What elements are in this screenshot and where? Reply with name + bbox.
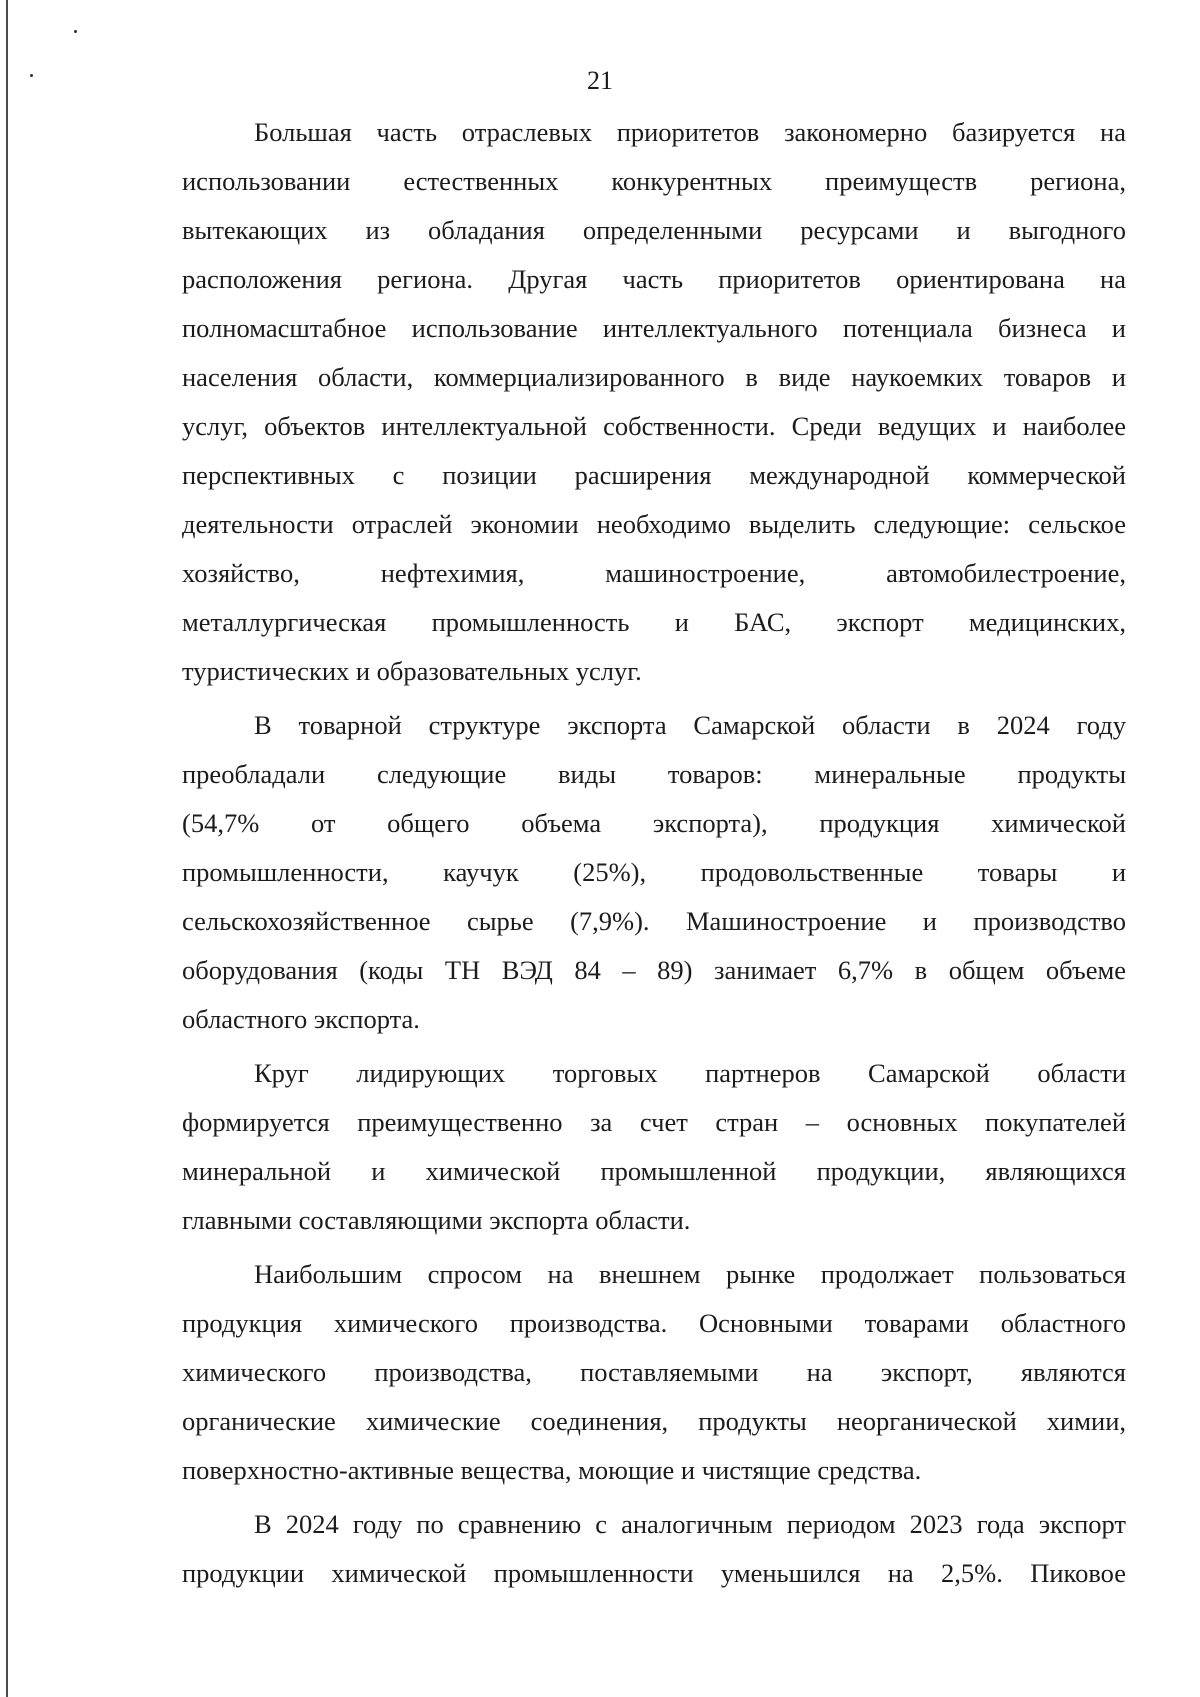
text-line: сельскохозяйственное сырье (7,9%). Машиностроение и производство — [182, 906, 1126, 936]
scan-speck — [74, 30, 77, 33]
text-line: (54,7% от общего объема экспорта), продукция химической — [182, 808, 1126, 838]
paragraph — [182, 1250, 1126, 1495]
text-line: населения области, коммерциализированного в виде наукоемких товаров и — [182, 362, 1126, 392]
text-line: Круг лидирующих торговых партнеров Самарской области — [254, 1058, 1126, 1088]
paragraph — [182, 1500, 1126, 1598]
text-line: химического производства, поставляемыми на экспорт, являются — [182, 1357, 1126, 1387]
text-line: туристических и образовательных услуг. — [182, 656, 642, 686]
text-line: Наибольшим спросом на внешнем рынке продолжает пользоваться — [254, 1259, 1126, 1289]
text-line: вытекающих из обладания определенными ресурсами и выгодного — [182, 215, 1126, 245]
paragraph — [182, 701, 1126, 1044]
text-line: продукции химической промышленности уменьшился на 2,5%. Пиковое — [182, 1558, 1126, 1588]
text-line: поверхностно-активные вещества, моющие и чистящие средства. — [182, 1455, 922, 1485]
text-line: В товарной структуре экспорта Самарской области в 2024 году — [254, 710, 1126, 740]
text-line: преобладали следующие виды товаров: минеральные продукты — [182, 759, 1126, 789]
text-line: главными составляющими экспорта области. — [182, 1205, 691, 1235]
text-line: использовании естественных конкурентных преимуществ региона, — [182, 166, 1126, 196]
text-line: деятельности отраслей экономии необходимо выделить следующие: сельское — [182, 509, 1126, 539]
text-line: В 2024 году по сравнению с аналогичным периодом 2023 года экспорт — [254, 1509, 1126, 1539]
paragraph — [182, 108, 1126, 696]
text-line: хозяйство, нефтехимия, машиностроение, автомобилестроение, — [182, 558, 1126, 588]
paragraph — [182, 1049, 1126, 1245]
text-line: продукция химического производства. Основными товарами областного — [182, 1308, 1126, 1338]
text-line: формируется преимущественно за счет стран – основных покупателей — [182, 1107, 1126, 1137]
text-line: расположения региона. Другая часть приоритетов ориентирована на — [182, 264, 1126, 294]
text-line: Большая часть отраслевых приоритетов закономерно базируется на — [254, 117, 1126, 147]
text-line: услуг, объектов интеллектуальной собственности. Среди ведущих и наиболее — [182, 411, 1126, 441]
text-line: органические химические соединения, продукты неорганической химии, — [182, 1406, 1126, 1436]
text-line: минеральной и химической промышленной продукции, являющихся — [182, 1156, 1126, 1186]
text-line: полномасштабное использование интеллектуального потенциала бизнеса и — [182, 313, 1126, 343]
page-number: 21 — [587, 66, 613, 95]
text-line: промышленности, каучук (25%), продовольственные товары и — [182, 857, 1126, 887]
document-body — [182, 108, 1126, 1603]
scan-edge — [6, 0, 8, 1697]
text-line: оборудования (коды ТН ВЭД 84 – 89) занимает 6,7% в общем объеме — [182, 955, 1126, 985]
text-line: металлургическая промышленность и БАС, экспорт медицинских, — [182, 607, 1126, 637]
text-line: областного экспорта. — [182, 1004, 420, 1034]
text-line: перспективных с позиции расширения международной коммерческой — [182, 460, 1126, 490]
